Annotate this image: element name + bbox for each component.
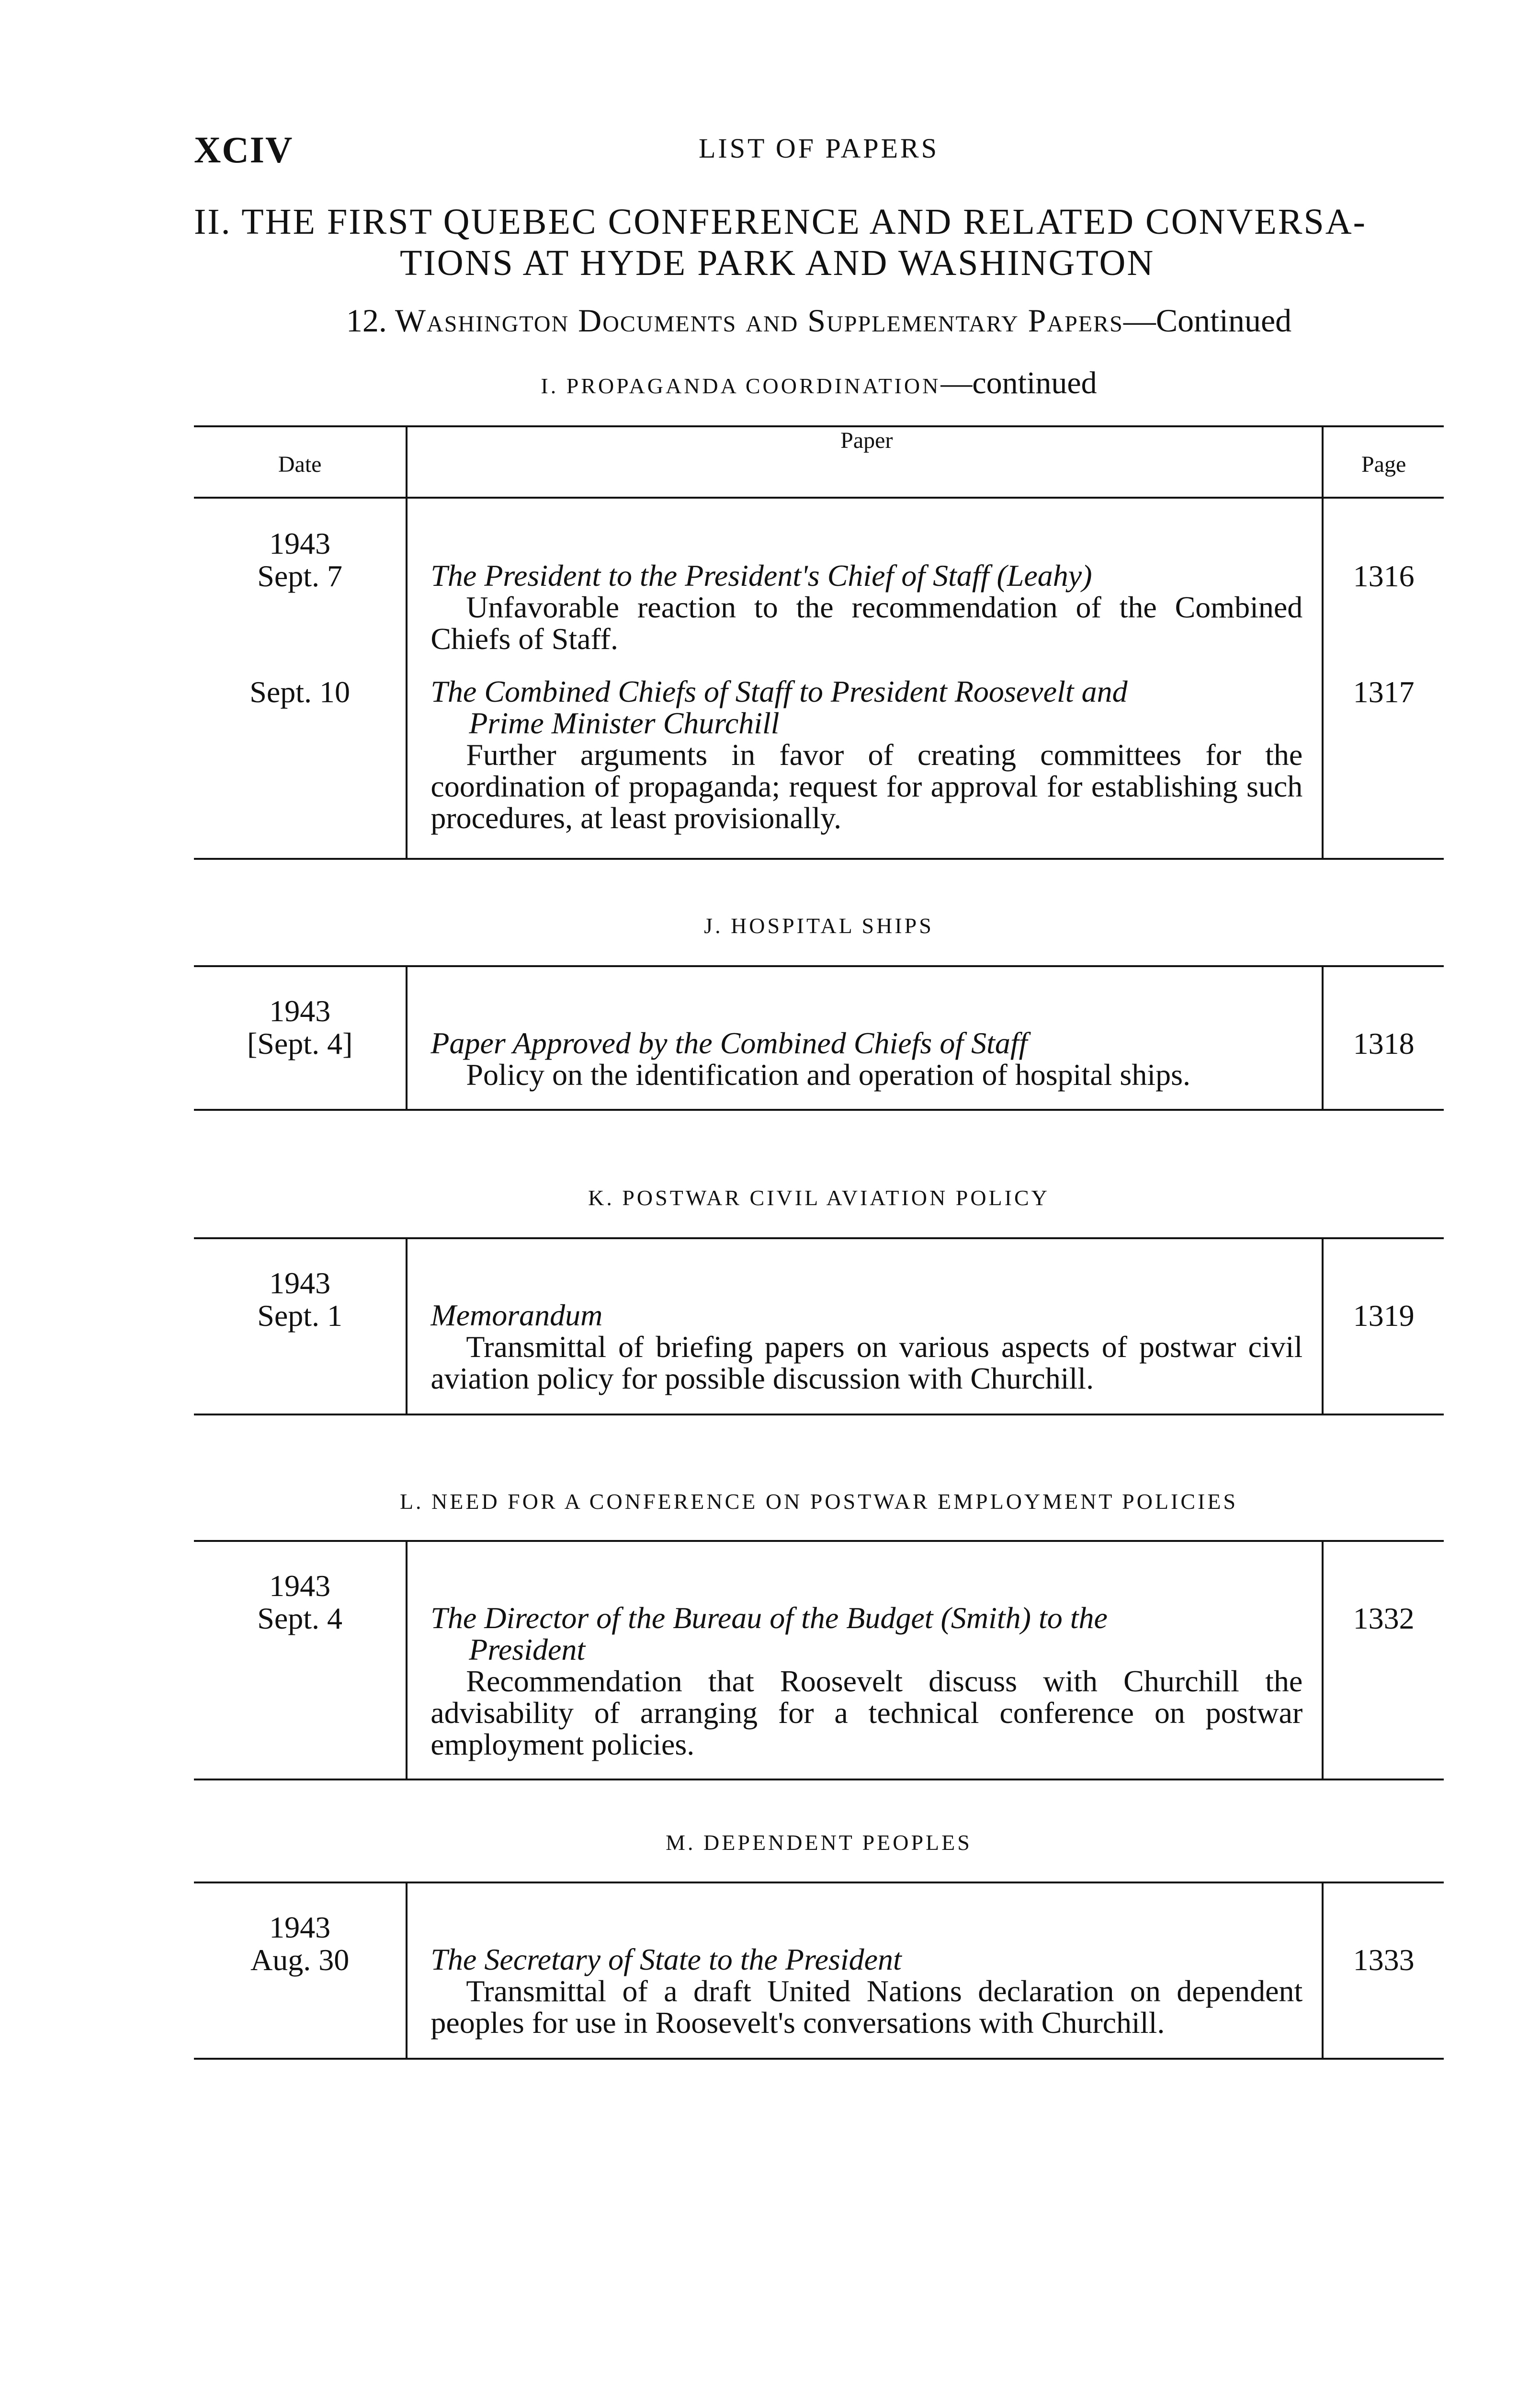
entry-date: Sept. 1 <box>257 1299 343 1333</box>
section-heading-m <box>194 1830 1444 1855</box>
entry-paper-cell <box>407 1883 1323 2059</box>
entry-title <box>430 676 1302 739</box>
table-row <box>194 1239 1444 1414</box>
table-header-row <box>194 426 1444 498</box>
entry-page: 1317 <box>1353 675 1415 709</box>
part-title-line-2: TIONS AT HYDE PARK AND WASHINGTON <box>400 243 1155 283</box>
entry-page-cell <box>1323 655 1444 859</box>
entry-date: [Sept. 4] <box>247 1026 353 1061</box>
table-row <box>194 1883 1444 2059</box>
entry-title: Memorandum <box>430 1298 603 1332</box>
entry-paper-cell <box>407 1239 1323 1414</box>
entry-page-cell <box>1323 498 1444 655</box>
column-header-page: Page <box>1323 426 1444 498</box>
entry-date-cell <box>194 655 407 859</box>
chapter-name: Washington Documents and Supplementary Papers <box>395 302 1123 339</box>
section-heading-text: L. NEED FOR A CONFERENCE ON POSTWAR EMPLOYMENT POLICIES <box>399 1489 1238 1514</box>
entry-date: Aug. 30 <box>250 1943 350 1977</box>
entry-title: The Secretary of State to the President <box>430 1942 902 1976</box>
page-folio: XCIV <box>194 129 294 171</box>
papers-table-i <box>194 425 1444 860</box>
chapter-continued: —Continued <box>1123 302 1292 339</box>
table-row <box>194 498 1444 655</box>
part-title <box>194 201 1444 284</box>
entry-date: Sept. 7 <box>257 559 343 593</box>
section-continued: —continued <box>940 365 1097 400</box>
section-heading-j <box>194 913 1444 938</box>
chapter-title <box>194 302 1444 340</box>
papers-table-m <box>194 1883 1444 2060</box>
entry-description: Unfavorable reaction to the recommendation of the Combined Chiefs of Staff. <box>430 590 1303 656</box>
chapter-number: 12. <box>346 302 387 339</box>
entry-description: Transmittal of briefing papers on various aspects of postwar civil aviation policy for possible discussion with Churchill. <box>430 1330 1303 1395</box>
table-row <box>194 967 1444 1110</box>
section-heading-l <box>194 1489 1444 1514</box>
entry-page: 1333 <box>1353 1943 1415 1977</box>
section-heading-i <box>194 365 1444 401</box>
entry-year: 1943 <box>269 526 331 560</box>
entry-title: The President to the President's Chief of Staff (Leahy) <box>430 559 1092 593</box>
entry-date: Sept. 4 <box>257 1601 343 1635</box>
entry-date-cell <box>194 1542 407 1779</box>
papers-table-l <box>194 1542 1444 1780</box>
entry-year: 1943 <box>269 1910 331 1944</box>
entry-date-cell <box>194 1239 407 1414</box>
entry-title-line-1: The Combined Chiefs of Staff to President Roosevelt and <box>430 674 1128 708</box>
table-row <box>194 1542 1444 1779</box>
entry-title: Paper Approved by the Combined Chiefs of Staff <box>430 1026 1028 1060</box>
entry-date-cell <box>194 498 407 655</box>
entry-date: Sept. 10 <box>249 675 351 709</box>
entry-paper-cell <box>407 498 1323 655</box>
table-row <box>194 655 1444 859</box>
entry-year: 1943 <box>269 1569 331 1603</box>
entry-page: 1316 <box>1353 559 1415 593</box>
section-heading-text: K. POSTWAR CIVIL AVIATION POLICY <box>588 1186 1050 1210</box>
entry-description: Recommendation that Roosevelt discuss with Churchill the advisability of arranging for a technical conference on postwar employment policies. <box>430 1664 1303 1761</box>
entry-title-line-1: The Director of the Bureau of the Budget (Smith) to the <box>430 1601 1108 1635</box>
entry-page: 1319 <box>1353 1299 1415 1333</box>
column-header-date: Date <box>194 426 407 498</box>
entry-date-cell <box>194 967 407 1110</box>
entry-paper-cell <box>407 967 1323 1110</box>
entry-year: 1943 <box>269 1266 331 1300</box>
entry-description: Transmittal of a draft United Nations declaration on dependent peoples for use in Roosevelt's conversations with Churchill. <box>430 1974 1303 2040</box>
entry-paper-cell <box>407 655 1323 859</box>
papers-table-k <box>194 1239 1444 1415</box>
part-title-line-1: II. THE FIRST QUEBEC CONFERENCE AND RELATED CONVERSA- <box>194 202 1367 242</box>
running-head <box>194 128 1444 171</box>
entry-page-cell <box>1323 1239 1444 1414</box>
entry-page-cell <box>1323 1883 1444 2059</box>
running-title: LIST OF PAPERS <box>699 133 939 164</box>
entry-title <box>430 1602 1302 1665</box>
entry-description: Policy on the identification and operation of hospital ships. <box>466 1058 1190 1092</box>
entry-date-cell <box>194 1883 407 2059</box>
entry-paper-cell <box>407 1542 1323 1779</box>
entry-title-line-2: President <box>469 1632 586 1666</box>
entry-page: 1318 <box>1353 1026 1415 1061</box>
entry-title-line-2: Prime Minister Churchill <box>469 706 780 740</box>
section-heading-k <box>194 1185 1444 1210</box>
entry-page-cell <box>1323 1542 1444 1779</box>
entry-description: Further arguments in favor of creating committees for the coordination of propaganda; request for approval for establishing such procedures, at least provisionally. <box>430 738 1303 835</box>
entry-page: 1332 <box>1353 1601 1415 1635</box>
entry-page-cell <box>1323 967 1444 1110</box>
entry-year: 1943 <box>269 994 331 1028</box>
section-heading-text: I. PROPAGANDA COORDINATION <box>541 374 941 398</box>
column-header-paper: Paper <box>407 426 1323 498</box>
papers-table-j <box>194 967 1444 1111</box>
section-heading-text: J. HOSPITAL SHIPS <box>704 913 934 938</box>
section-heading-text: M. DEPENDENT PEOPLES <box>666 1830 972 1855</box>
